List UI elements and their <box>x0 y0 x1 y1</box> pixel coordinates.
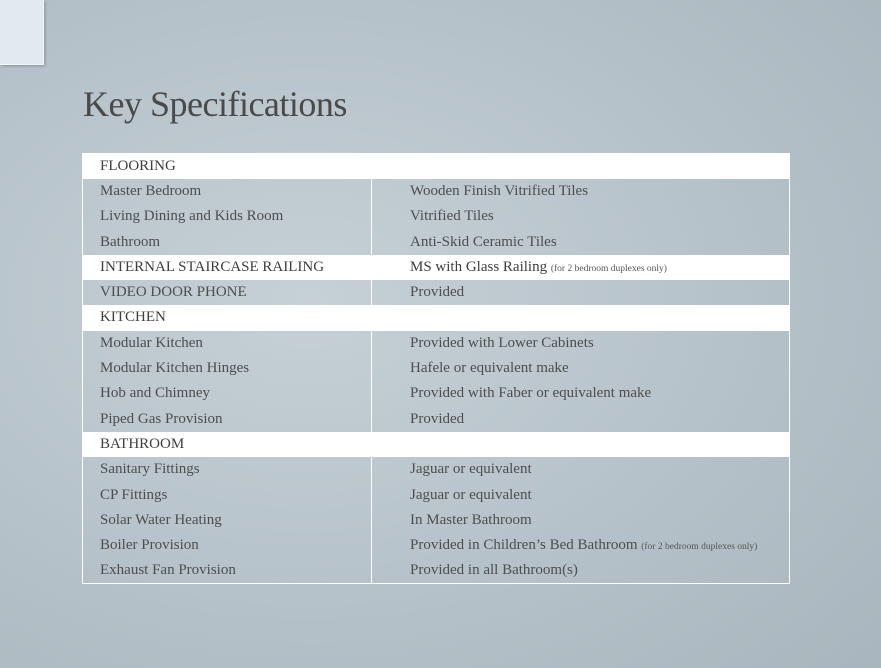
spec-row <box>83 179 790 204</box>
spec-value-cell <box>372 356 790 381</box>
section-header-row <box>83 432 790 457</box>
spec-value: Provided with Lower Cabinets <box>410 334 594 351</box>
spec-label: Boiler Provision <box>83 533 372 558</box>
spec-label: Master Bedroom <box>83 179 372 204</box>
spec-label: CP Fittings <box>83 482 372 507</box>
spec-value: Provided in Children’s Bed Bathroom <box>410 537 638 554</box>
spec-value-cell <box>372 457 790 482</box>
spec-value-cell <box>372 381 790 406</box>
spec-value-cell <box>372 179 790 204</box>
spec-value: Vitrified Tiles <box>410 208 494 225</box>
section-header-row <box>83 255 790 280</box>
spec-value-cell <box>372 331 790 356</box>
spec-value-cell <box>372 255 790 280</box>
spec-value-cell <box>372 432 790 457</box>
spec-value-cell <box>372 280 790 305</box>
spec-value-cell <box>372 154 790 179</box>
spec-label: Modular Kitchen Hinges <box>83 356 372 381</box>
specifications-table-body <box>83 154 790 584</box>
spec-value: MS with Glass Railing <box>410 258 548 275</box>
spec-row <box>83 229 790 254</box>
spec-row <box>83 381 790 406</box>
spec-value-cell <box>372 558 790 583</box>
spec-value: Jaguar or equivalent <box>410 461 532 478</box>
slide-corner-tab <box>0 0 44 65</box>
spec-label: Exhaust Fan Provision <box>83 558 372 583</box>
spec-label: Sanitary Fittings <box>83 457 372 482</box>
spec-value: In Master Bathroom <box>410 511 532 528</box>
spec-value: Jaguar or equivalent <box>410 486 532 503</box>
spec-row <box>83 558 790 583</box>
spec-row <box>83 406 790 431</box>
specifications-table <box>82 153 790 584</box>
spec-value-cell <box>372 229 790 254</box>
spec-footnote: (for 2 bedroom duplexes only) <box>550 263 667 274</box>
spec-row <box>83 331 790 356</box>
section-label: INTERNAL STAIRCASE RAILING <box>83 255 372 280</box>
spec-label: Modular Kitchen <box>83 331 372 356</box>
spec-value-cell <box>372 305 790 330</box>
spec-value-cell <box>372 508 790 533</box>
spec-label: Solar Water Heating <box>83 508 372 533</box>
spec-label: Bathroom <box>83 229 372 254</box>
spec-row <box>83 533 790 558</box>
spec-value: Hafele or equivalent make <box>410 360 569 377</box>
spec-value: Wooden Finish Vitrified Tiles <box>410 182 589 199</box>
spec-value: Provided with Faber or equivalent make <box>410 385 652 402</box>
spec-value: Provided <box>410 284 465 301</box>
spec-label: Hob and Chimney <box>83 381 372 406</box>
spec-value-cell <box>372 406 790 431</box>
section-label: KITCHEN <box>83 305 372 330</box>
spec-row <box>83 508 790 533</box>
section-header-row <box>83 305 790 330</box>
section-header-row <box>83 154 790 179</box>
section-label: FLOORING <box>83 154 372 179</box>
spec-value: Provided <box>410 410 465 427</box>
spec-value-cell <box>372 533 790 558</box>
spec-row <box>83 280 790 305</box>
spec-row <box>83 457 790 482</box>
spec-row <box>83 356 790 381</box>
spec-footnote: (for 2 bedroom duplexes only) <box>641 542 758 553</box>
page-title: Key Specifications <box>83 84 347 124</box>
spec-value: Anti-Skid Ceramic Tiles <box>410 233 557 250</box>
spec-label: Living Dining and Kids Room <box>83 204 372 229</box>
spec-value: Provided in all Bathroom(s) <box>410 562 578 579</box>
spec-value-cell <box>372 204 790 229</box>
spec-label: Piped Gas Provision <box>83 406 372 431</box>
spec-row <box>83 204 790 229</box>
section-label: BATHROOM <box>83 432 372 457</box>
spec-label: VIDEO DOOR PHONE <box>83 280 372 305</box>
spec-value-cell <box>372 482 790 507</box>
spec-row <box>83 482 790 507</box>
